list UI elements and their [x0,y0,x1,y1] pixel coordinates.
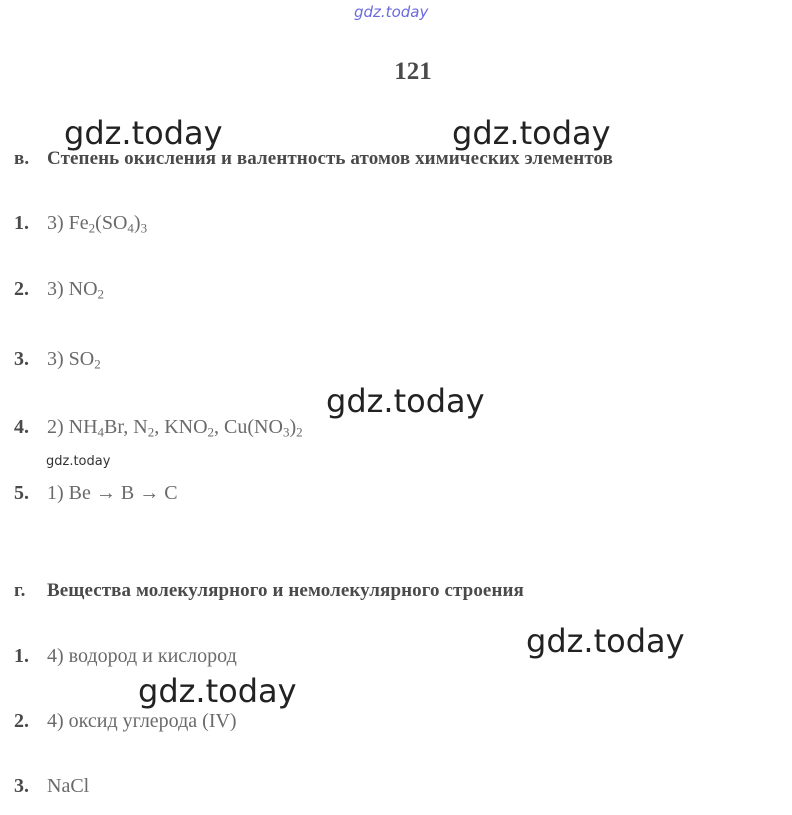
section-v-title: Степень окисления и валентность атомов химических элементов [47,148,614,169]
answer-text: 1) Be → B → C [47,482,178,504]
answer-v-1 [14,212,147,235]
section-g-title: Вещества молекулярного и немолекулярного строения [47,580,524,601]
answer-text: 3) $NO_2$ [47,278,105,302]
watermark: gdz.today [526,622,685,660]
answer-text: 2) $NH_4Br$, $N_2$, $KNO_2$, $Cu(NO_3)_2$ [47,416,303,440]
page-number: 121 [394,58,432,85]
answer-number: 1. [14,645,29,667]
watermark: gdz.today [326,382,485,420]
watermark: gdz.today [46,454,111,469]
answer-number: 1. [14,212,29,234]
watermark: gdz.today [452,114,611,152]
answer-number: 5. [14,482,29,504]
answer-v-4 [14,416,303,439]
answer-number: 3. [14,775,29,797]
section-g-letter: г. [14,580,26,601]
watermark: gdz.today [138,672,297,710]
answer-v-3 [14,348,101,371]
answer-g-2 [14,710,237,733]
answer-text: 3) $SO_2$ [47,348,101,372]
answer-text: 4) оксид углерода (IV) [47,710,237,732]
answer-v-5 [14,482,178,505]
answer-g-3 [14,775,89,798]
watermark: gdz.today [64,114,223,152]
section-v-letter: в. [14,148,30,169]
watermark-top: gdz.today [354,3,429,21]
answer-number: 2. [14,710,29,732]
section-g-heading [14,580,524,602]
answer-number: 3. [14,348,29,370]
answer-number: 4. [14,416,29,438]
answer-text: 3) $Fe_2(SO_4)_3$ [47,212,148,236]
answer-text: 4) водород и кислород [47,645,237,667]
answer-g-1 [14,645,237,668]
answer-text: NaCl [47,775,90,797]
answer-v-2 [14,278,104,301]
answer-number: 2. [14,278,29,300]
section-v-heading [14,148,613,170]
